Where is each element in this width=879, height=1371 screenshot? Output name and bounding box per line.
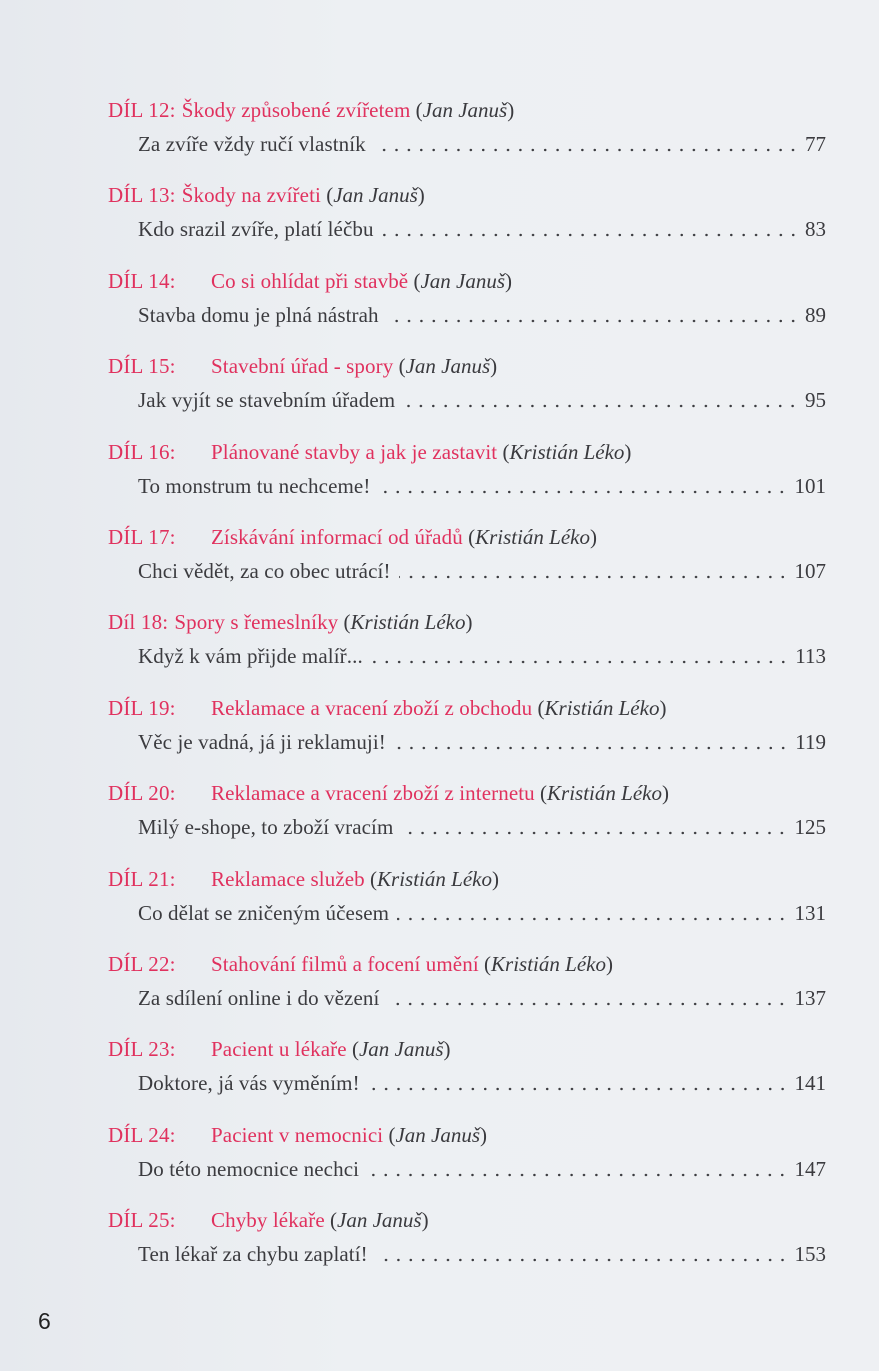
dot-leader: [371, 660, 789, 664]
toc-entry-heading: [108, 866, 826, 892]
toc-entry[interactable]: [108, 353, 826, 438]
toc-entry[interactable]: [108, 866, 826, 951]
author-open-paren: (: [343, 610, 351, 635]
dot-leader: [394, 746, 789, 750]
dot-leader: [387, 319, 799, 323]
chapter-author: Kristián Léko: [377, 866, 492, 891]
chapter-subtitle: Když k vám přijde malíř...: [138, 644, 363, 669]
toc-entry[interactable]: [108, 524, 826, 609]
dot-leader: [367, 1173, 788, 1177]
chapter-page-number: 131: [794, 900, 826, 925]
toc-entry[interactable]: [108, 268, 826, 353]
chapter-title: Získávání informací od úřadů: [211, 524, 463, 549]
author-close-paren: ): [490, 354, 498, 379]
dot-leader: [401, 831, 788, 835]
toc-entry-subtitle-line: [138, 1155, 826, 1183]
chapter-page-number: 137: [794, 985, 826, 1010]
toc-entry-subtitle-line: [138, 728, 826, 756]
chapter-page-number: 77: [805, 132, 826, 156]
chapter-page-number: 141: [794, 1071, 826, 1096]
author-close-paren: ): [507, 98, 515, 122]
author-close-paren: ): [505, 268, 513, 293]
dot-leader: [397, 917, 788, 921]
author-close-paren: ): [421, 1208, 429, 1233]
toc-entry[interactable]: [108, 609, 826, 694]
chapter-page-number: 107: [794, 558, 826, 583]
chapter-title: Co si ohlídat při stavbě: [211, 268, 409, 293]
toc-entry-heading: [108, 1207, 826, 1233]
chapter-title: Spory s řemeslníky: [174, 610, 339, 635]
chapter-title: Reklamace a vracení zboží z obchodu: [211, 695, 533, 720]
part-number: DÍL 12:: [108, 98, 176, 122]
toc-entry-heading: [108, 951, 826, 977]
author-close-paren: ): [661, 781, 669, 806]
chapter-title: Pacient v nemocnici: [211, 1122, 384, 1147]
toc-entry[interactable]: [108, 780, 826, 865]
dot-leader: [378, 490, 788, 494]
toc-entry-heading: [108, 609, 826, 635]
chapter-author: Jan Januš: [420, 268, 506, 293]
chapter-author: Jan Januš: [405, 354, 491, 379]
chapter-page-number: 95: [805, 388, 826, 413]
toc-entry-heading: [108, 1036, 826, 1062]
toc-entry-heading: [108, 780, 826, 806]
chapter-subtitle: To monstrum tu nechceme!: [138, 473, 371, 498]
chapter-author: Kristián Léko: [547, 781, 662, 806]
chapter-page-number: 153: [794, 1242, 826, 1267]
part-number: DÍL 17:: [108, 524, 176, 549]
page-number: 6: [38, 1308, 51, 1334]
author-close-paren: ): [480, 1122, 488, 1147]
author-close-paren: ): [465, 610, 473, 635]
toc-entry-subtitle-line: [138, 386, 826, 414]
part-number: DÍL 20:: [108, 781, 176, 806]
chapter-page-number: 125: [794, 815, 826, 840]
author-open-paren: (: [413, 268, 421, 293]
part-number: DÍL 13:: [108, 183, 176, 208]
chapter-subtitle: Doktore, já vás vyměním!: [138, 1071, 360, 1096]
chapter-author: Jan Januš: [333, 183, 418, 208]
author-open-paren: (: [326, 183, 334, 208]
chapter-title: Reklamace služeb: [211, 866, 365, 891]
part-number: DÍL 16:: [108, 439, 176, 464]
part-number: DÍL 14:: [108, 268, 176, 293]
toc-entry-heading: [108, 97, 826, 123]
chapter-subtitle: Kdo srazil zvíře, platí léčbu: [138, 217, 374, 242]
chapter-author: Jan Januš: [358, 1037, 444, 1062]
author-open-paren: (: [502, 439, 510, 464]
part-number: DÍL 23:: [108, 1037, 176, 1062]
chapter-author: Kristián Léko: [475, 524, 590, 549]
toc-entry-subtitle-line: [138, 1240, 826, 1268]
toc-entry[interactable]: [108, 1036, 826, 1121]
author-close-paren: ): [491, 866, 499, 891]
author-open-paren: (: [330, 1208, 337, 1233]
chapter-title: Reklamace a vracení zboží z internetu: [211, 781, 535, 806]
author-close-paren: ): [417, 183, 425, 208]
author-open-paren: (: [388, 1122, 396, 1147]
author-close-paren: ): [605, 951, 613, 976]
toc-entry[interactable]: [108, 182, 826, 267]
chapter-subtitle: Jak vyjít se stavebním úřadem: [138, 388, 396, 413]
dot-leader: [387, 1002, 788, 1006]
toc-entry[interactable]: [108, 951, 826, 1036]
chapter-author: Jan Januš: [337, 1208, 422, 1233]
author-close-paren: ): [624, 439, 632, 464]
toc-entry-subtitle-line: [138, 1069, 826, 1097]
dot-leader: [374, 148, 799, 152]
chapter-author: Kristián Léko: [350, 610, 466, 635]
author-close-paren: ): [659, 695, 667, 720]
chapter-author: Jan Januš: [422, 98, 508, 122]
toc-entry-heading: [108, 182, 826, 208]
dot-leader: [368, 1087, 789, 1091]
chapter-author: Kristián Léko: [509, 439, 625, 464]
toc-entry-subtitle-line: [138, 642, 826, 670]
toc-entry[interactable]: [108, 439, 826, 524]
part-number: DÍL 15:: [108, 354, 176, 379]
chapter-page-number: 89: [805, 302, 826, 327]
part-number: DÍL 19:: [108, 695, 176, 720]
toc-entry[interactable]: [108, 97, 826, 182]
author-open-paren: (: [484, 951, 492, 976]
toc-entry-subtitle-line: [138, 899, 826, 927]
dot-leader: [376, 1258, 789, 1262]
toc-entry-subtitle-line: [138, 472, 826, 500]
toc-entry-heading: [108, 524, 826, 550]
dot-leader: [382, 233, 799, 237]
part-number: DÍL 24:: [108, 1122, 176, 1147]
part-number: Díl 18:: [108, 610, 169, 635]
toc-entry-heading: [108, 353, 826, 379]
toc-entry-subtitle-line: [138, 557, 826, 585]
chapter-page-number: 101: [794, 473, 826, 498]
chapter-page-number: 147: [794, 1156, 826, 1181]
dot-leader: [399, 575, 789, 579]
toc-entry-heading: [108, 1122, 826, 1148]
toc-entry-subtitle-line: [138, 215, 826, 243]
toc-entry-heading: [108, 695, 826, 721]
chapter-title: Škody způsobené zvířetem: [181, 98, 411, 122]
chapter-title: Chyby lékaře: [211, 1208, 325, 1233]
table-of-contents: [108, 97, 826, 1292]
chapter-page-number: 119: [795, 729, 826, 754]
toc-entry-subtitle-line: [138, 984, 826, 1012]
author-open-paren: (: [537, 695, 545, 720]
chapter-author: Kristián Léko: [544, 695, 660, 720]
chapter-title: Škody na zvířeti: [181, 183, 321, 208]
chapter-title: Pacient u lékaře: [211, 1037, 347, 1062]
chapter-page-number: 113: [795, 644, 826, 669]
part-number: DÍL 25:: [108, 1208, 176, 1233]
chapter-subtitle: Ten lékař za chybu zaplatí!: [138, 1242, 368, 1267]
toc-entry[interactable]: [108, 695, 826, 780]
chapter-subtitle: Za sdílení online i do vězení: [138, 985, 380, 1010]
author-close-paren: ): [443, 1037, 451, 1062]
toc-entry-subtitle-line: [138, 301, 826, 329]
chapter-author: Kristián Léko: [491, 951, 606, 976]
dot-leader: [403, 404, 799, 408]
author-open-paren: (: [540, 781, 548, 806]
toc-entry[interactable]: [108, 1207, 826, 1292]
chapter-subtitle: Chci vědět, za co obec utrácí!: [138, 558, 391, 583]
author-open-paren: (: [398, 354, 406, 379]
chapter-subtitle: Milý e-shope, to zboží vracím: [138, 815, 394, 840]
author-close-paren: ): [590, 524, 597, 549]
chapter-subtitle: Věc je vadná, já ji reklamuji!: [138, 729, 386, 754]
chapter-subtitle: Stavba domu je plná nástrah: [138, 302, 379, 327]
part-number: DÍL 22:: [108, 951, 176, 976]
chapter-subtitle: Co dělat se zničeným účesem: [138, 900, 390, 925]
chapter-author: Jan Januš: [395, 1122, 481, 1147]
author-open-paren: (: [351, 1037, 359, 1062]
author-open-paren: (: [468, 524, 476, 549]
toc-entry-subtitle-line: [138, 813, 826, 841]
chapter-subtitle: Za zvíře vždy ručí vlastník: [138, 132, 366, 156]
chapter-title: Plánované stavby a jak je zastavit: [211, 439, 498, 464]
chapter-subtitle: Do této nemocnice nechci: [138, 1156, 360, 1181]
chapter-title: Stavební úřad - spory: [211, 354, 394, 379]
toc-entry-heading: [108, 439, 826, 465]
part-number: DÍL 21:: [108, 866, 176, 891]
toc-entry-subtitle-line: [138, 130, 826, 158]
chapter-title: Stahování filmů a focení umění: [211, 951, 479, 976]
toc-entry[interactable]: [108, 1122, 826, 1207]
author-open-paren: (: [415, 98, 423, 122]
toc-entry-heading: [108, 268, 826, 294]
chapter-page-number: 83: [805, 217, 826, 242]
author-open-paren: (: [370, 866, 378, 891]
